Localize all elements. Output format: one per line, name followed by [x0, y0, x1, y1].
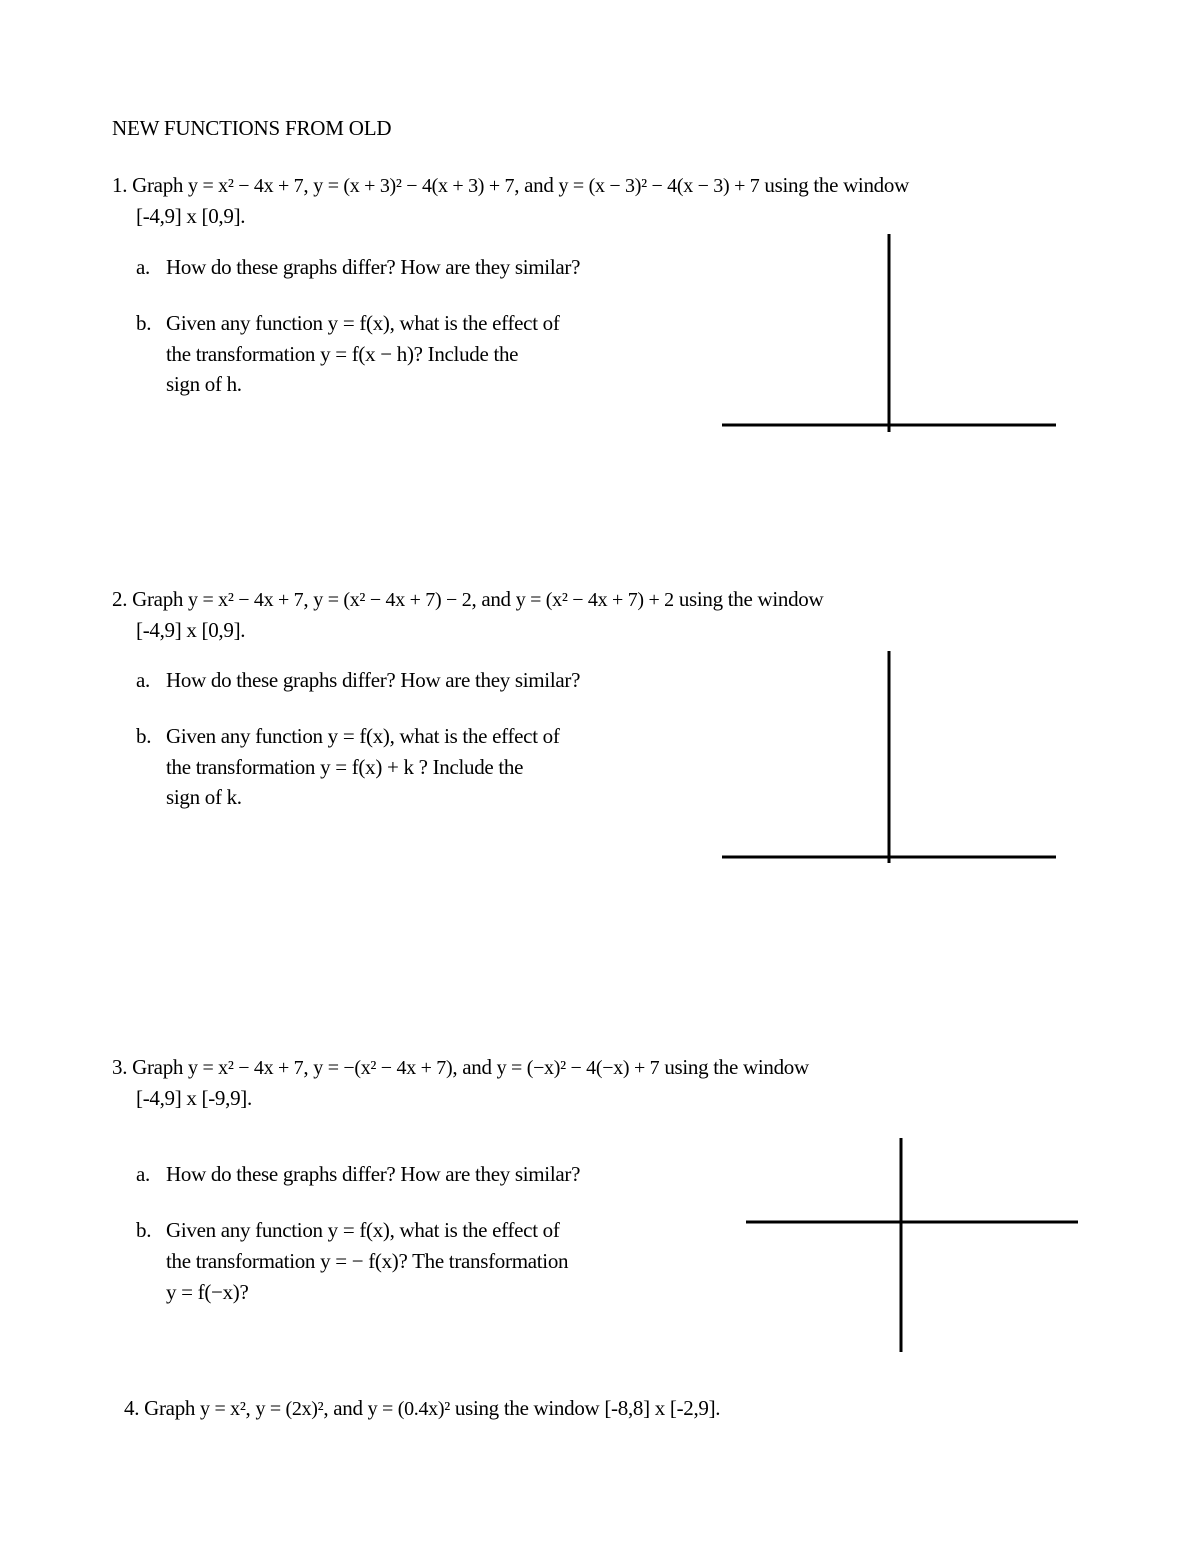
problem-3-part-b-line3: y = f(−x)? [166, 1280, 249, 1304]
problem-1-part-a-text: How do these graphs differ? How are they similar? [166, 255, 581, 279]
problem-3-conj: , and [452, 1055, 492, 1079]
problem-2-part-a-label: a. [136, 668, 150, 692]
problem-4-eq1: y = x² [200, 1398, 246, 1420]
problem-2-part-b-line1: Given any function y = f(x), what is the effect of [166, 724, 560, 748]
problem-1-eq2: y = (x + 3)² − 4(x + 3) + 7 [313, 175, 515, 197]
problem-1-suffix: using the window [764, 173, 909, 197]
problem-4-statement: 4. Graph y = x², y = (2x)², and y = (0.4x)² using the window [-8,8] x [-2,9]. [124, 1396, 721, 1420]
problem-1-window: [-4,9] x [0,9]. [136, 204, 246, 228]
problem-1-part-b-label: b. [136, 311, 152, 335]
problem-4-number: 4. [124, 1396, 140, 1420]
problem-2-part-b [136, 724, 560, 749]
problem-3-number: 3. [112, 1055, 128, 1079]
problem-3-part-b-line1: Given any function y = f(x), what is the effect of [166, 1218, 560, 1242]
problem-2-part-a [136, 668, 580, 693]
problem-1-conj: , and [514, 173, 554, 197]
problem-2-eq3: y = (x² − 4x + 7) + 2 [515, 589, 674, 611]
problem-3-part-a-text: How do these graphs differ? How are they similar? [166, 1162, 581, 1186]
problem-2-suffix: using the window [678, 587, 824, 611]
problem-2-eq1: y = x² − 4x + 7 [188, 589, 304, 611]
problem-2-number: 2. [112, 587, 128, 611]
problem-1-part-b-line1: Given any function y = f(x), what is the effect of [166, 311, 560, 335]
problem-3-part-b-label: b. [136, 1218, 152, 1242]
problem-1-number: 1. [112, 173, 128, 197]
problem-3-verb: Graph [132, 1055, 184, 1079]
problem-4-suffix: using the window [-8,8] x [-2,9]. [454, 1396, 721, 1420]
problem-1-eq3: y = (x − 3)² − 4(x − 3) + 7 [558, 175, 760, 197]
problem-2-part-b-label: b. [136, 724, 152, 748]
page-title: NEW FUNCTIONS FROM OLD [112, 116, 392, 140]
problem-3-window: [-4,9] x [-9,9]. [136, 1086, 252, 1110]
problem-1-statement: 1. Graph y = x² − 4x + 7, y = (x + 3)² − 4(x + 3) + 7, and y = (x − 3)² − 4(x − 3) + 7 using the window [112, 173, 909, 197]
problem-2-verb: Graph [132, 587, 184, 611]
problem-3-blank-axes [744, 1136, 1082, 1356]
problem-4-verb: Graph [144, 1396, 196, 1420]
problem-3-part-b-line2: the transformation y = − f(x)? The transformation [166, 1249, 569, 1273]
problem-2-part-b-line3: sign of k. [166, 785, 242, 809]
problem-3-eq3: y = (−x)² − 4(−x) + 7 [496, 1057, 660, 1079]
problem-1-eq1: y = x² − 4x + 7 [188, 175, 304, 197]
problem-1-part-a [136, 255, 580, 280]
problem-1-part-a-label: a. [136, 255, 150, 279]
problem-3-statement: 3. Graph y = x² − 4x + 7, y = −(x² − 4x + 7), and y = (−x)² − 4(−x) + 7 using the window [112, 1055, 809, 1079]
problem-4-eq3: y = (0.4x)² [367, 1398, 450, 1420]
problem-3-eq1: y = x² − 4x + 7 [188, 1057, 304, 1079]
problem-2-blank-axes [720, 649, 1060, 867]
problem-2-statement: 2. Graph y = x² − 4x + 7, y = (x² − 4x + 7) − 2, and y = (x² − 4x + 7) + 2 using the window [112, 587, 824, 611]
problem-1-blank-axes [720, 232, 1060, 436]
problem-1-part-b [136, 311, 560, 336]
problem-4-eq2: y = (2x)² [255, 1398, 324, 1420]
problem-3-suffix: using the window [664, 1055, 809, 1079]
problem-3-part-a [136, 1162, 580, 1187]
problem-4-conj: , and [323, 1396, 363, 1420]
problem-2-eq2: y = (x² − 4x + 7) − 2 [313, 589, 472, 611]
problem-2-conj: , and [471, 587, 511, 611]
problem-2-window: [-4,9] x [0,9]. [136, 618, 246, 642]
problem-1-part-b-line3: sign of h. [166, 372, 242, 396]
problem-3-eq2: y = −(x² − 4x + 7) [313, 1057, 453, 1079]
problem-3-part-b [136, 1218, 560, 1243]
problem-1-verb: Graph [132, 173, 184, 197]
problem-1-part-b-line2: the transformation y = f(x − h)? Include the [166, 342, 519, 366]
problem-2-part-b-line2: the transformation y = f(x) + k ? Include the [166, 755, 524, 779]
problem-3-part-a-label: a. [136, 1162, 150, 1186]
problem-2-part-a-text: How do these graphs differ? How are they similar? [166, 668, 581, 692]
